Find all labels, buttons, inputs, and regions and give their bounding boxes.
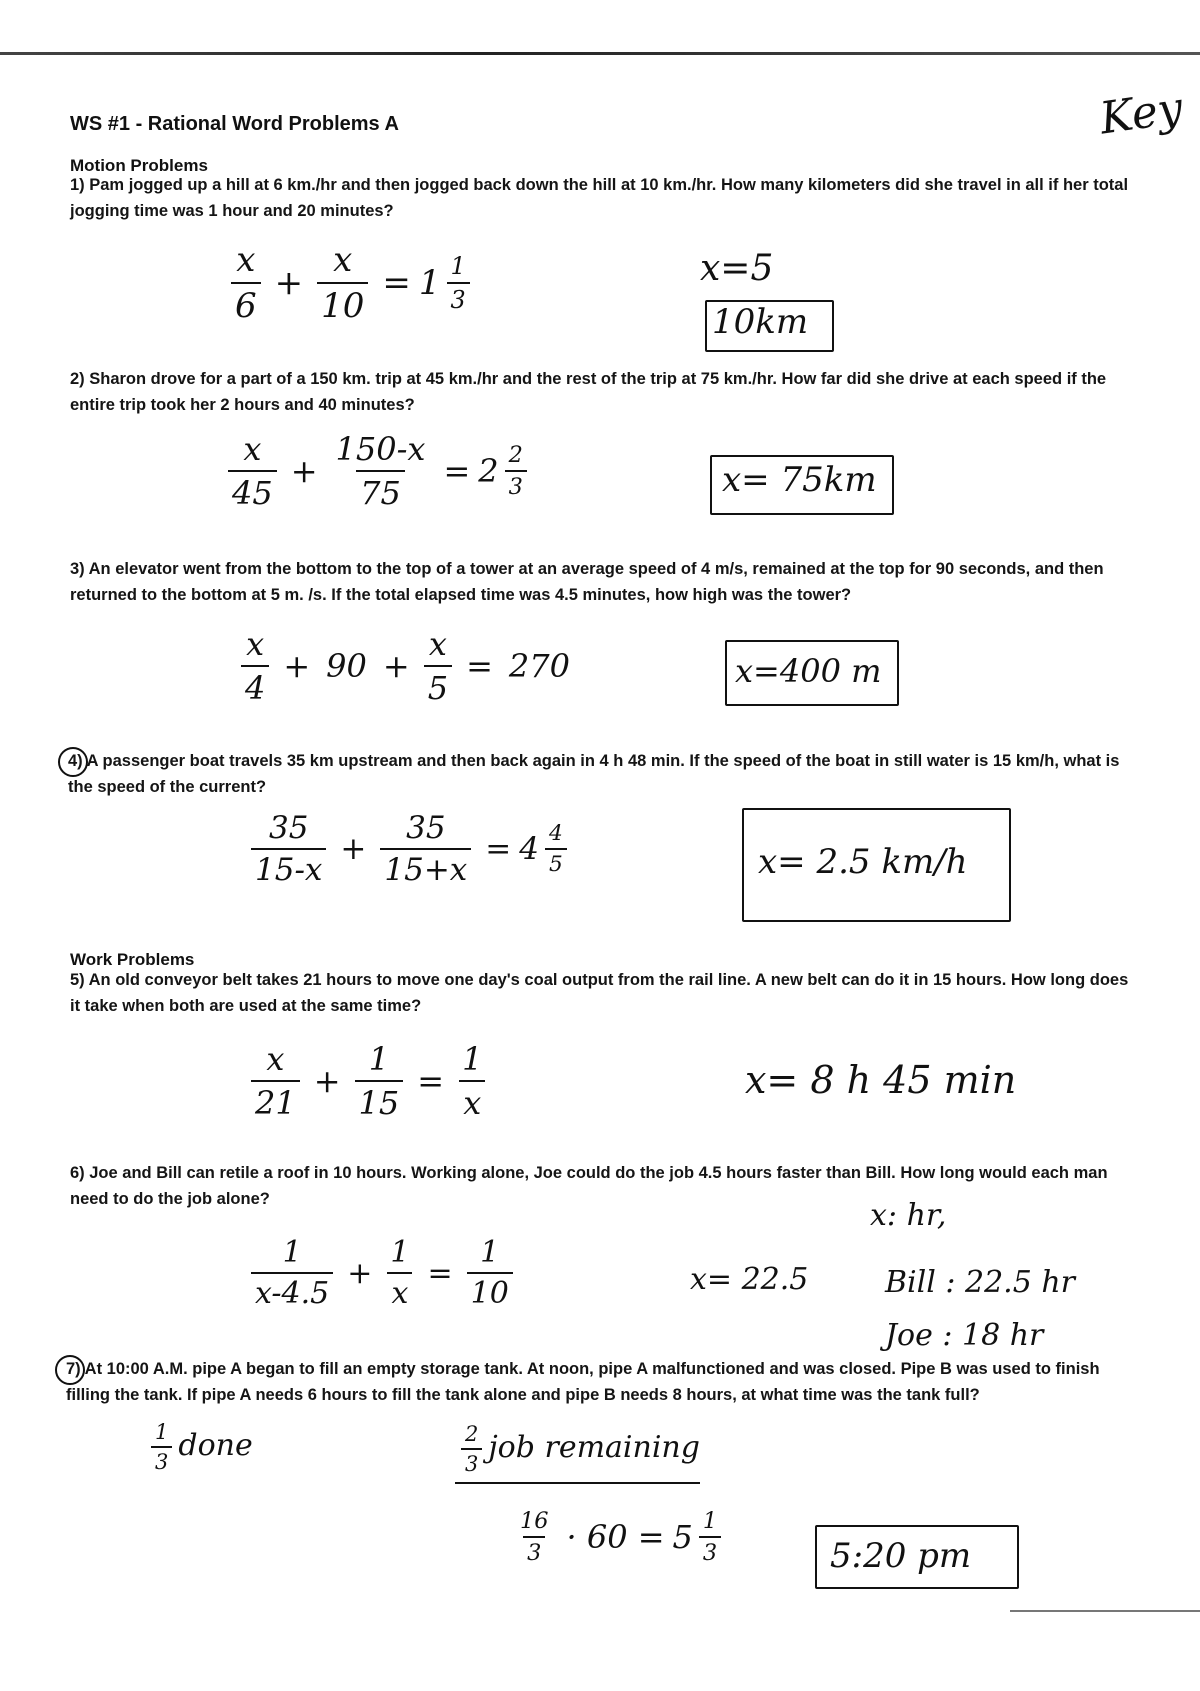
problem-6-note: x: hr, <box>870 1198 947 1233</box>
numerator: 1 <box>450 252 466 280</box>
denominator: x <box>387 1272 412 1311</box>
numerator: 1 <box>480 1235 500 1270</box>
numerator: 1 <box>155 1420 169 1444</box>
denominator: 3 <box>447 282 470 314</box>
problem-7-remaining-note <box>455 1422 700 1484</box>
problem-5-text: 5) An old conveyor belt takes 21 hours to move one day's coal output from the rail line. A new belt can do it in 15 hours. How long does it take when both are used at the same time? <box>70 971 1129 1015</box>
frac <box>241 625 269 707</box>
problem-6-text: 6) Joe and Bill can retile a roof in 10 hours. Working alone, Joe could do the job 4.5 hours faster than Bill. How long would each man need to do the job alone? <box>70 1164 1108 1208</box>
denominator: 15+x <box>380 848 471 888</box>
scan-edge-bottom <box>1010 1610 1200 1612</box>
numerator: 2 <box>508 442 523 468</box>
whole: 5 <box>672 1518 693 1556</box>
numerator: x <box>236 240 256 280</box>
frac <box>505 442 527 500</box>
problem-1-answer: 10km <box>712 302 809 342</box>
frac <box>458 1040 486 1122</box>
numerator: 35 <box>268 810 309 846</box>
denominator: 3 <box>505 470 527 500</box>
frac <box>355 1040 404 1122</box>
operator: + <box>382 647 410 685</box>
operator: + <box>290 452 318 490</box>
numerator: x <box>243 430 262 468</box>
problem-3-answer: x=400 m <box>735 652 882 690</box>
denominator: 3 <box>699 1536 721 1566</box>
denominator: 5 <box>424 665 452 707</box>
problem-7-number: 7) <box>66 1360 81 1378</box>
denominator: 15 <box>355 1080 404 1122</box>
denominator: 6 <box>231 282 261 326</box>
problem-6-joe: Joe : 18 hr <box>885 1318 1044 1353</box>
operator: + <box>340 831 367 867</box>
equals: = <box>427 1255 453 1291</box>
problem-7-done-note <box>145 1420 253 1474</box>
denominator: 21 <box>251 1080 300 1122</box>
frac <box>386 1235 413 1311</box>
problem-1-text: 1) Pam jogged up a hill at 6 km./hr and then jogged back down the hill at 10 km./hr. How many kilometers did she travel in all if her total jogging time was 1 hour and 20 minutes? <box>70 176 1129 220</box>
numerator: 4 <box>549 821 563 846</box>
problem-7-calculation <box>510 1508 727 1566</box>
problem-6-work: x= 22.5 <box>690 1262 809 1297</box>
scan-edge-top <box>0 52 1200 55</box>
key-label: Key <box>1096 82 1186 145</box>
frac <box>317 240 368 326</box>
equals: = <box>466 647 493 685</box>
whole: 1 <box>418 263 441 303</box>
mixed-number <box>419 252 476 314</box>
numerator: 35 <box>406 810 446 846</box>
problem-3-text: 3) An elevator went from the bottom to the top of a tower at an average speed of 4 m/s, remained at the top for 90 seconds, and then returned to the bottom at 5 m. /s. If the total elapsed time was 4.5 minutes, how high was the tower? <box>70 560 1104 604</box>
equals: = <box>485 831 512 867</box>
problem-6-equation <box>245 1235 519 1311</box>
frac <box>251 810 326 888</box>
numerator: 2 <box>465 1422 479 1446</box>
operator: + <box>283 647 311 685</box>
numerator: 1 <box>390 1235 410 1270</box>
numerator: 150-x <box>335 430 426 468</box>
problem-5-answer: x= 8 h 45 min <box>745 1058 1017 1102</box>
frac <box>461 1422 482 1476</box>
operator: + <box>313 1062 341 1100</box>
frac <box>380 810 471 888</box>
frac <box>231 240 261 326</box>
numerator: x <box>246 625 265 663</box>
section-motion-problems: Motion Problems <box>70 156 208 175</box>
problem-1-equation <box>225 240 476 326</box>
denominator: 3 <box>151 1446 172 1474</box>
problem-3-equation <box>235 625 578 707</box>
denominator: 45 <box>228 470 277 512</box>
operator: + <box>347 1255 373 1291</box>
problem-7-answer: 5:20 pm <box>830 1536 972 1576</box>
denominator: 4 <box>241 665 269 707</box>
frac <box>251 1235 333 1311</box>
rhs-value: 270 <box>508 647 570 685</box>
operator: + <box>274 263 304 303</box>
equals: = <box>443 452 471 490</box>
problem-5-equation <box>245 1040 492 1122</box>
frac <box>699 1508 721 1566</box>
denominator: 15-x <box>251 848 326 888</box>
frac <box>516 1508 553 1566</box>
problem-2-equation <box>222 430 533 512</box>
numerator: 1 <box>462 1040 483 1078</box>
denominator: 5 <box>545 848 567 877</box>
calc-operator: · 60 = <box>566 1518 665 1556</box>
denominator: 75 <box>356 470 405 512</box>
problem-1-work: x=5 <box>700 248 774 289</box>
frac <box>447 252 470 314</box>
denominator: 3 <box>523 1536 545 1566</box>
numerator: x <box>266 1040 285 1078</box>
denominator: x <box>459 1080 485 1122</box>
frac <box>332 430 430 512</box>
frac <box>251 1040 300 1122</box>
problem-6-bill: Bill : 22.5 hr <box>885 1265 1076 1300</box>
remaining-label: job remaining <box>488 1430 700 1465</box>
numerator: x <box>333 240 353 280</box>
problem-4-body: A passenger boat travels 35 km upstream and then back again in 4 h 48 min. If the speed of the boat in still water is 15 km/h, what is the speed of the current? <box>68 752 1120 796</box>
problem-2-text: 2) Sharon drove for a part of a 150 km. trip at 45 km./hr and the rest of the trip at 75 km./hr. How far did she drive at each speed if the entire trip took her 2 hours and 40 minutes? <box>70 370 1107 414</box>
denominator: 3 <box>461 1448 482 1476</box>
constant: 90 <box>326 647 367 685</box>
mixed-number <box>673 1508 728 1566</box>
frac <box>545 821 567 877</box>
whole: 2 <box>478 452 499 490</box>
numerator: x <box>428 625 447 663</box>
denominator: x-4.5 <box>251 1272 333 1311</box>
worksheet-title: WS #1 - Rational Word Problems A <box>70 113 399 135</box>
denominator: 10 <box>317 282 368 326</box>
problem-4-number: 4) <box>68 752 83 770</box>
equals: = <box>417 1062 445 1100</box>
numerator: 1 <box>282 1235 302 1270</box>
section-work-problems: Work Problems <box>70 950 195 969</box>
frac <box>228 430 277 512</box>
problem-7-text <box>66 1356 1146 1408</box>
problem-2-answer: x= 75km <box>722 460 877 500</box>
mixed-number <box>519 821 573 877</box>
problem-7-body: At 10:00 A.M. pipe A began to fill an empty storage tank. At noon, pipe A malfunctioned and was closed. Pipe B was used to finish filling the tank. If pipe A needs 6 hours to fill the tank alone and pipe B needs 8 hours, at what time was the tank full? <box>66 1360 1100 1404</box>
whole: 4 <box>519 831 540 867</box>
done-label: done <box>178 1428 253 1463</box>
equals: = <box>382 263 411 303</box>
frac <box>151 1420 172 1474</box>
problem-4-answer: x= 2.5 km/h <box>758 842 968 882</box>
numerator: 1 <box>368 1040 390 1078</box>
problem-4-text <box>68 748 1148 800</box>
numerator: 1 <box>702 1508 718 1534</box>
mixed-number <box>478 442 533 500</box>
denominator: 10 <box>467 1272 513 1311</box>
numerator: 16 <box>520 1508 549 1534</box>
problem-4-equation <box>245 810 573 888</box>
frac <box>467 1235 513 1311</box>
frac <box>424 625 452 707</box>
